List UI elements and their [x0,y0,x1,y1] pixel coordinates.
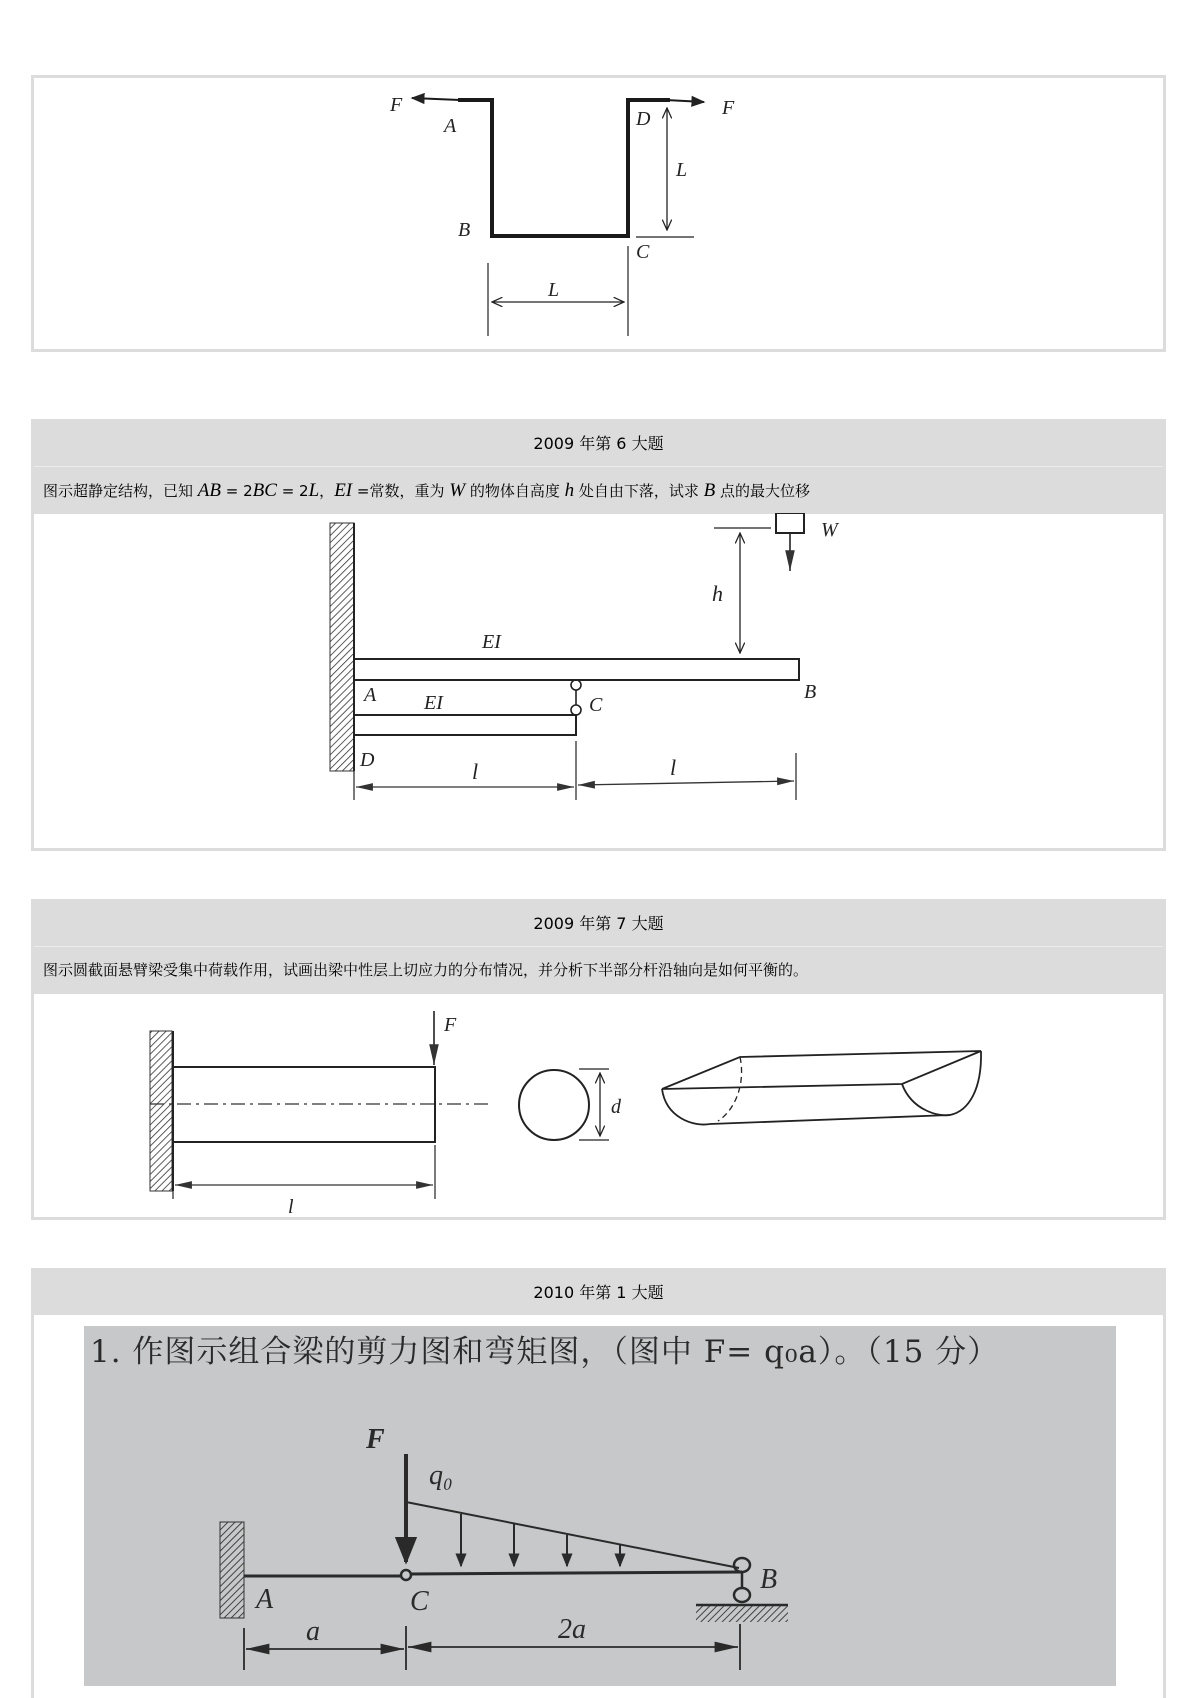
label-W: W [821,519,838,541]
label-A: A [256,1584,274,1615]
frame-diagram [34,78,1163,349]
label-C: C [589,694,603,716]
question-header: 2010 年第 1 大题 [34,1271,1163,1315]
question-panel-2009-7 [31,899,1166,1220]
label-A: A [364,684,377,706]
fixed-wall [330,523,354,771]
question-text: 图示超静定结构，已知 AB = 2BC = 2L，EI =常数，重为 W 的物体自高度 h 处自由下落，试求 B 点的最大位移 [34,466,1163,514]
cantilever-impact-diagram [34,513,1163,848]
fixed-wall [220,1522,244,1618]
support-hatch [696,1606,788,1622]
weight-box [776,513,804,533]
hinge-C [401,1570,411,1580]
label-B: B [760,1564,778,1595]
label-F-left: F [390,94,403,116]
label-L-horizontal: L [548,279,560,301]
label-EI-bottom: EI [424,692,443,714]
beam-DC [354,715,576,735]
photo-question-text: 1. 作图示组合梁的剪力图和弯矩图，（图中 F= q₀a）。（15 分） [90,1334,1000,1370]
load-line [406,1502,739,1568]
cross-section-circle [519,1070,589,1140]
circular-beam-diagram [34,993,1163,1218]
label-C: C [410,1586,429,1617]
label-l: l [288,1196,294,1218]
label-h: h [712,581,723,606]
label-D: D [360,749,375,771]
question-header: 2009 年第 6 大题 [34,422,1163,466]
label-B: B [458,219,471,241]
label-2a: 2a [558,1614,586,1645]
beam-AB [354,659,799,680]
label-F: F [366,1424,385,1455]
label-a: a [306,1616,320,1647]
question-header: 2009 年第 7 大题 [34,902,1163,946]
label-B: B [804,681,817,703]
question-panel-2010-1 [31,1268,1166,1698]
label-L-vertical: L [676,159,688,181]
label-l-left: l [472,759,479,784]
label-q0: q₀ [429,1460,453,1491]
label-d: d [611,1096,621,1118]
composite-beam-diagram [84,1326,1116,1686]
question-panel-2009-6 [31,419,1166,851]
fixed-wall [150,1031,172,1191]
label-l-right: l [670,755,677,780]
force-arrow-right [666,100,704,102]
question-photo [84,1326,1116,1686]
question-text: 图示圆截面悬臂梁受集中荷载作用，试画出梁中性层上切应力的分布情况，并分析下半部分杆沿轴向是如何平衡的。 [34,946,1163,994]
label-F: F [444,1014,457,1036]
label-C: C [636,241,650,263]
label-EI-top: EI [482,631,501,653]
figure-panel-frame [31,75,1166,352]
force-arrow-left [412,98,460,100]
label-A: A [444,115,457,137]
beam-CB [410,1572,742,1574]
label-D: D [636,108,651,130]
label-F-right: F [722,97,735,119]
half-cylinder-sketch [662,1051,981,1089]
